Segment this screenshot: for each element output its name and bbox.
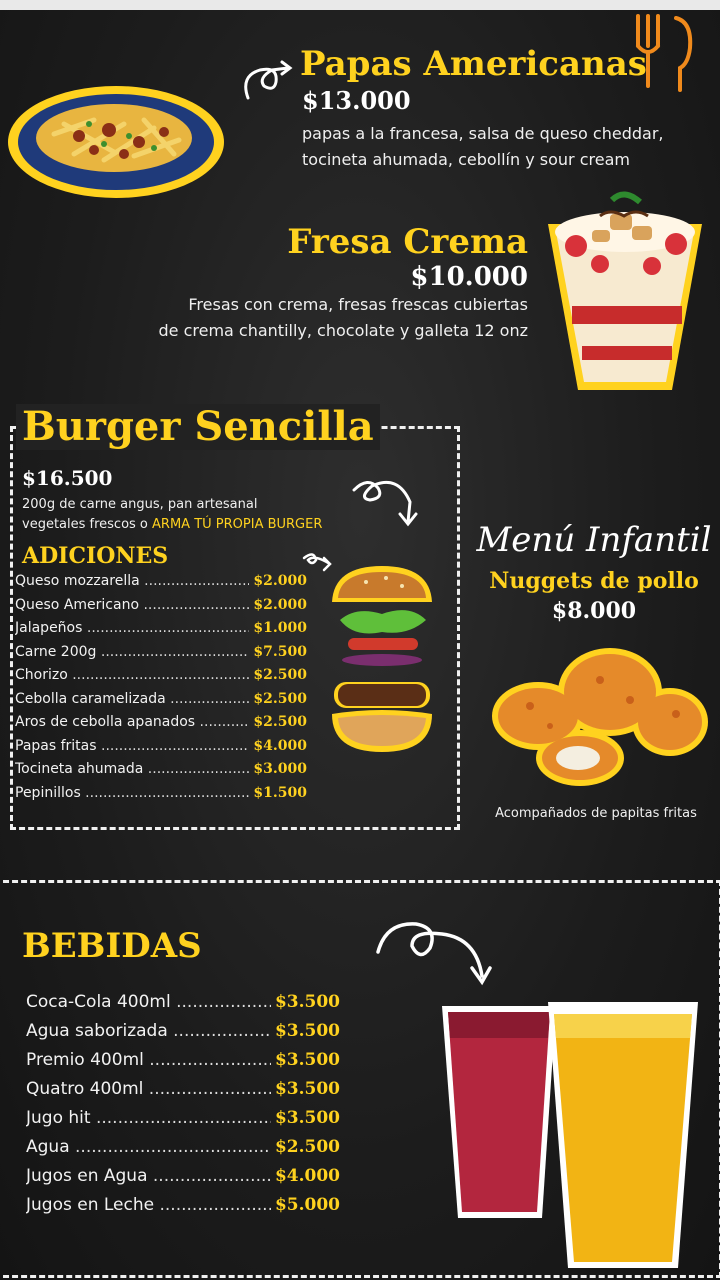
bebida-item-price: $3.500 <box>274 1050 340 1070</box>
fresa-desc-line: de crema chantilly, chocolate y galleta 12 onz <box>158 321 528 340</box>
bebida-item-price: $2.500 <box>274 1137 340 1157</box>
adicion-item-price: $2.000 <box>253 573 307 589</box>
bebida-item <box>26 1017 340 1046</box>
adicion-item <box>15 782 307 806</box>
bebida-item-price: $3.500 <box>274 1021 340 1041</box>
adicion-item-price: $2.000 <box>253 596 307 613</box>
bebida-item-name: Quatro 400ml ..... <box>26 1075 271 1104</box>
fresa-title: Fresa Crema <box>287 222 528 262</box>
adicion-item-name: Cebolla caramelizada ..... <box>15 688 249 712</box>
adicion-item-price: $3.000 <box>253 761 307 777</box>
adicion-item-name: Pepinillos ..... <box>15 782 249 806</box>
bebida-item-name: Jugos en Leche ..... <box>26 1191 271 1220</box>
adicion-item <box>15 617 307 641</box>
bebida-item-name: Premio 400ml ..... <box>26 1046 271 1075</box>
adicion-item-name: Queso mozzarella ..... <box>15 570 249 594</box>
adicion-item-price: $2.500 <box>253 714 307 730</box>
bebida-item-name: Agua ..... <box>26 1133 271 1162</box>
infantil-title: Menú Infantil <box>476 520 712 560</box>
adicion-item <box>15 758 307 782</box>
adiciones-title: ADICIONES <box>22 543 169 569</box>
adicion-item <box>15 711 307 735</box>
adicion-item-price: $7.500 <box>253 643 307 660</box>
nuggets-image <box>490 640 708 788</box>
arrow-icon <box>348 474 428 534</box>
bebida-item-name: Agua saborizada ..... <box>26 1017 271 1046</box>
bebida-item-price: $4.000 <box>274 1166 340 1186</box>
fresa-description <box>158 292 528 344</box>
adicion-item-name: Aros de cebolla apanados ..... <box>15 711 249 735</box>
bebida-item <box>26 1133 340 1162</box>
bebida-item-price: $3.500 <box>274 1079 340 1099</box>
bebida-item-price: $3.500 <box>274 992 340 1012</box>
bebida-item-name: Jugo hit ..... <box>26 1104 271 1133</box>
adicion-item <box>15 641 307 665</box>
adicion-item <box>15 735 307 759</box>
bebida-item <box>26 1075 340 1104</box>
adicion-item-name: Tocineta ahumada ..... <box>15 758 249 782</box>
papas-description <box>302 121 664 173</box>
arrow-icon <box>372 912 502 994</box>
burger-stack-image <box>326 562 438 756</box>
fresa-crema-cup-image <box>540 186 710 396</box>
burger-price: $16.500 <box>22 466 113 490</box>
bebida-item <box>26 1162 340 1191</box>
burger-desc-line: 200g de carne angus, pan artesanal <box>22 497 258 512</box>
burger-desc-line: vegetales frescos o ARMA TÚ PROPIA BURGER <box>22 517 323 532</box>
adicion-item-price: $1.500 <box>253 784 307 801</box>
adicion-item-price: $2.500 <box>253 690 307 707</box>
papas-americanas-image <box>4 84 224 204</box>
adicion-item-name: Carne 200g ..... <box>15 641 249 665</box>
adicion-item-name: Papas fritas ..... <box>15 735 249 759</box>
adicion-item-price: $2.500 <box>253 667 307 683</box>
bebida-item <box>26 1104 340 1133</box>
bebidas-list <box>26 988 340 1220</box>
adicion-item <box>15 570 307 594</box>
bebida-item-price: $3.500 <box>274 1108 340 1128</box>
adicion-item <box>15 594 307 618</box>
juice-glasses-image <box>440 998 702 1272</box>
papas-desc-line: tocineta ahumada, cebollín y sour cream <box>302 150 630 169</box>
papas-title: Papas Americanas <box>300 44 647 84</box>
infantil-item: Nuggets de pollo <box>489 568 699 594</box>
bebida-item-price: $5.000 <box>274 1195 340 1215</box>
fresa-desc-line: Fresas con crema, fresas frescas cubiertas <box>188 295 528 314</box>
papas-price: $13.000 <box>302 86 411 115</box>
adicion-item-price: $4.000 <box>253 737 307 754</box>
bebida-item <box>26 988 340 1017</box>
top-strip <box>0 0 720 10</box>
adicion-item <box>15 664 307 688</box>
bebida-item-name: Coca-Cola 400ml ..... <box>26 988 271 1017</box>
bebida-item <box>26 1191 340 1220</box>
bebida-item <box>26 1046 340 1075</box>
adicion-item-price: $1.000 <box>253 620 307 636</box>
arma-tu-burger-label: ARMA TÚ PROPIA BURGER <box>152 517 323 532</box>
infantil-note: Acompañados de papitas fritas <box>495 806 697 821</box>
adicion-item-name: Queso Americano ..... <box>15 594 249 618</box>
burger-title: Burger Sencilla <box>16 404 380 450</box>
adicion-item <box>15 688 307 712</box>
bebida-item-name: Jugos en Agua ..... <box>26 1162 271 1191</box>
adicion-item-name: Chorizo ..... <box>15 664 249 688</box>
infantil-price: $8.000 <box>551 598 637 624</box>
papas-desc-line: papas a la francesa, salsa de queso cheddar, <box>302 124 664 143</box>
arrow-icon <box>238 58 298 104</box>
fresa-price: $10.000 <box>410 262 528 292</box>
bebidas-title: BEBIDAS <box>22 926 202 966</box>
adicion-item-name: Jalapeños ..... <box>15 617 249 641</box>
burger-description <box>22 495 322 535</box>
adiciones-list <box>15 570 307 805</box>
